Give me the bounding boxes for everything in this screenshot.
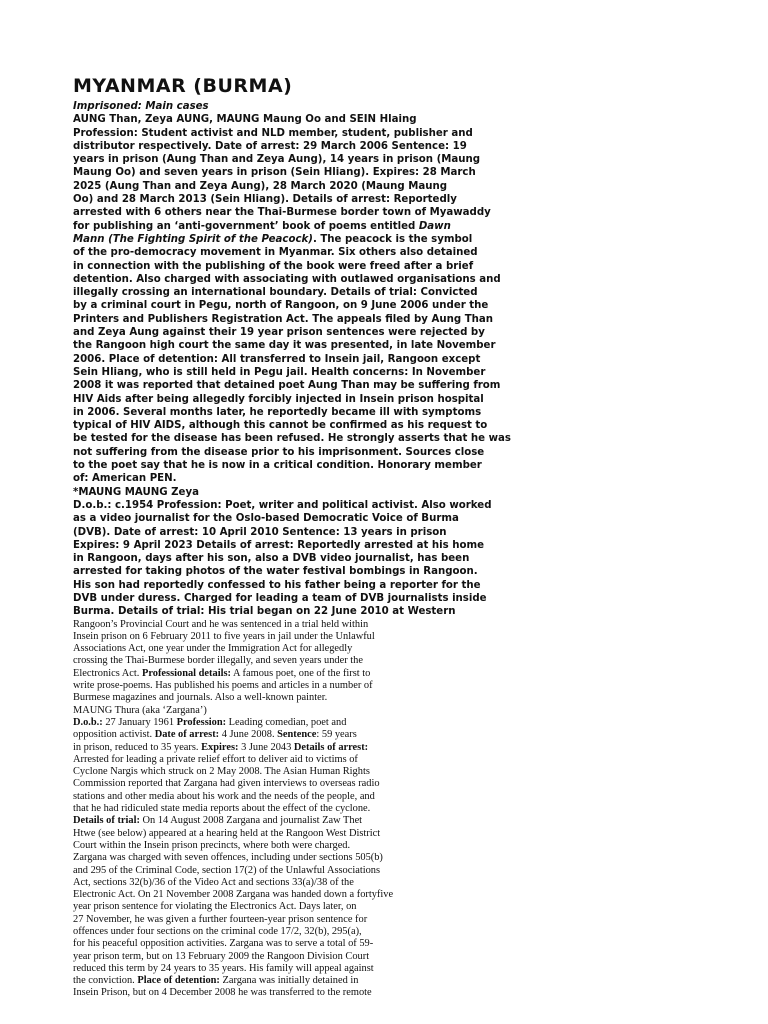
field-label: Professional details: xyxy=(141,667,231,679)
text-line: Expires: 9 April 2023 Details of arrest: Reportedly arrested at his home xyxy=(73,539,485,551)
text-fragment: . The peacock is the symbol xyxy=(312,233,473,245)
text-line: write prose-poems. Has published his poems and articles in a number of xyxy=(73,680,373,692)
text-line: in connection with the publishing of the book were freed after a brief xyxy=(73,260,474,272)
text-line: the Rangoon high court the same day it was presented, in late November xyxy=(73,340,496,352)
case-maung-maung-zeya-cont xyxy=(73,619,473,705)
text-line xyxy=(73,729,473,741)
text-line: reduced this term by 24 years to 35 years. His family will appeal against xyxy=(73,962,374,974)
text-line xyxy=(73,975,473,987)
case-name: *MAUNG MAUNG Zeya xyxy=(73,486,199,498)
text-fragment: Electronics Act. xyxy=(73,667,140,679)
text-line: DVB under duress. Charged for leading a team of DVB journalists inside xyxy=(73,592,487,604)
text-line xyxy=(73,717,473,729)
text-line: 2006. Place of detention: All transferred to Insein jail, Rangoon except xyxy=(73,353,481,365)
book-title: Dawn xyxy=(418,220,451,232)
text-fragment: the conviction. xyxy=(73,975,138,987)
document-page xyxy=(73,74,511,1000)
field-label: Details of arrest: xyxy=(293,741,369,753)
field-label: Profession: xyxy=(176,716,227,728)
text-fragment: : 59 years xyxy=(316,729,357,741)
field-label: Date of arrest: xyxy=(154,729,220,741)
book-title: Mann (The Fighting Spirit of the Peacock) xyxy=(73,233,313,245)
section-subtitle: Imprisoned: Main cases xyxy=(73,101,209,112)
text-fragment: 27 January 1961 xyxy=(102,716,177,728)
text-line: Act, sections 32(b)/36 of the Video Act and sections 33(a)/38 of the xyxy=(73,876,354,888)
text-line: and Zeya Aung against their 19 year prison sentences were rejected by xyxy=(73,327,485,339)
text-line: Associations Act, one year under the Immigration Act for allegedly xyxy=(73,643,353,655)
text-line: 2008 it was reported that detained poet Aung Than may be suffering from xyxy=(73,380,501,392)
text-line: HIV Aids after being allegedly forcibly injected in Insein prison hospital xyxy=(73,393,484,405)
text-line: by a criminal court in Pegu, north of Rangoon, on 9 June 2006 under the xyxy=(73,300,489,312)
text-line: and 295 of the Criminal Code, section 17(2) of the Unlawful Associations xyxy=(73,864,381,876)
case-maung-maung-zeya xyxy=(73,486,492,619)
text-line: Maung Oo) and seven years in prison (Sein Hliang). Expires: 28 March xyxy=(73,167,476,179)
text-line: as a video journalist for the Oslo-based Democratic Voice of Burma xyxy=(73,513,459,525)
text-line: illegally crossing an international boundary. Details of trial: Convicted xyxy=(73,287,478,299)
text-line: offences under four sections on the criminal code 17/2, 32(b), 295(a), xyxy=(73,926,362,937)
case-name: MAUNG Thura (aka ‘Zargana’) xyxy=(73,704,207,716)
text-line: Burmese magazines and journals. Also a well-known painter. xyxy=(73,692,328,704)
text-line: D.o.b.: c.1954 Profession: Poet, writer and political activist. Also worked xyxy=(73,499,492,511)
text-line: Insein Prison, but on 4 December 2008 he was transferred to the remote xyxy=(73,987,372,999)
text-fragment: in prison, reduced to 35 years. xyxy=(73,741,202,753)
text-line: in 2006. Several months later, he reportedly became ill with symptoms xyxy=(73,406,482,418)
text-line xyxy=(73,668,473,680)
text-line: years in prison (Aung Than and Zeya Aung), 14 years in prison (Maung xyxy=(73,154,481,166)
text-line xyxy=(73,220,473,233)
text-fragment: A famous poet, one of the first to xyxy=(230,667,371,679)
text-line: distributor respectively. Date of arrest: 29 March 2006 Sentence: 19 xyxy=(73,140,467,152)
text-line: for his peaceful opposition activities. Zargana was to serve a total of 59- xyxy=(73,938,374,950)
field-label: Place of detention: xyxy=(137,975,220,987)
text-line: crossing the Thai-Burmese border illegally, and seven years under the xyxy=(73,655,363,667)
text-line: stations and other media about his work and the needs of the people, and xyxy=(73,790,375,802)
text-fragment: 3 June 2043 xyxy=(238,741,294,753)
text-fragment: 4 June 2008. xyxy=(219,729,278,741)
text-line: of the pro-democracy movement in Myanmar. Six others also detained xyxy=(73,247,478,259)
text-fragment: Leading comedian, poet and xyxy=(226,716,347,728)
text-fragment: for publishing an ‘anti-government’ book of poems entitled xyxy=(73,220,416,232)
text-line xyxy=(73,742,473,754)
text-fragment: Zargana was initially detained in xyxy=(219,975,359,987)
text-line: Electronic Act. On 21 November 2008 Zargana was handed down a fortyfive xyxy=(73,889,394,901)
text-line: year prison term, but on 13 February 2009 the Rangoon Division Court xyxy=(73,950,370,962)
text-line: Court within the Insein prison precincts, where both were charged. xyxy=(73,839,351,851)
text-line: of: American PEN. xyxy=(73,473,177,485)
text-line: (DVB). Date of arrest: 10 April 2010 Sentence: 13 years in prison xyxy=(73,526,447,538)
text-line: Insein prison on 6 February 2011 to five years in jail under the Unlawful xyxy=(73,630,375,642)
text-line: to the poet say that he is now in a critical condition. Honorary member xyxy=(73,460,482,472)
text-line: Zargana was charged with seven offences, including under sections 505(b) xyxy=(73,852,383,864)
field-label: Expires: xyxy=(201,741,239,753)
field-label: Details of trial: xyxy=(73,815,140,827)
text-line xyxy=(73,815,473,827)
text-line: Commission reported that Zargana had given interviews to overseas radio xyxy=(73,778,380,790)
text-line: 2025 (Aung Than and Zeya Aung), 28 March 2020 (Maung Maung xyxy=(73,180,448,192)
text-fragment: On 14 August 2008 Zargana and journalist Zaw Thet xyxy=(139,815,363,827)
text-line: 27 November, he was given a further fourteen-year prison sentence for xyxy=(73,913,368,925)
text-line: year prison sentence for violating the Electronics Act. Days later, on xyxy=(73,901,357,913)
text-line: not suffering from the disease prior to his imprisonment. Sources close xyxy=(73,446,485,458)
text-line: Htwe (see below) appeared at a hearing held at the Rangoon West District xyxy=(73,827,381,839)
case-maung-thura xyxy=(73,705,473,1000)
field-label: Sentence xyxy=(277,729,317,741)
case-aung-than xyxy=(73,100,511,486)
page-title: MYANMAR (BURMA) xyxy=(73,75,293,97)
text-line: arrested with 6 others near the Thai-Burmese border town of Myawaddy xyxy=(73,207,491,219)
text-line: be tested for the disease has been refused. He strongly asserts that he was xyxy=(73,433,511,445)
text-line: Cyclone Nargis which struck on 2 May 2008. The Asian Human Rights xyxy=(73,766,370,778)
field-label: D.o.b.: xyxy=(73,716,103,728)
text-line: Oo) and 28 March 2013 (Sein Hliang). Details of arrest: Reportedly xyxy=(73,194,457,206)
text-line: His son had reportedly confessed to his father being a reporter for the xyxy=(73,579,481,591)
text-fragment: opposition activist. xyxy=(73,729,155,741)
text-line: Arrested for leading a private relief effort to deliver aid to victims of xyxy=(73,753,358,765)
text-line: Burma. Details of trial: His trial began on 22 June 2010 at Western xyxy=(73,606,456,618)
text-line: Profession: Student activist and NLD member, student, publisher and xyxy=(73,127,473,139)
text-line xyxy=(73,233,473,246)
text-line: in Rangoon, days after his son, also a DVB video journalist, has been xyxy=(73,553,470,565)
text-line: arrested for taking photos of the water festival bombings in Rangoon. xyxy=(73,566,478,578)
text-line: typical of HIV AIDS, although this cannot be confirmed as his request to xyxy=(73,420,488,432)
text-line: detention. Also charged with associating with outlawed organisations and xyxy=(73,273,501,285)
text-line: Printers and Publishers Registration Act. The appeals filed by Aung Than xyxy=(73,313,494,325)
text-line: that he had ridiculed state media reports about the effect of the cyclone. xyxy=(73,803,371,815)
text-line: Sein Hliang, who is still held in Pegu jail. Health concerns: In November xyxy=(73,366,486,378)
text-line: Rangoon’s Provincial Court and he was sentenced in a trial held within xyxy=(73,618,369,630)
text-line: AUNG Than, Zeya AUNG, MAUNG Maung Oo and SEIN Hlaing xyxy=(73,114,417,126)
